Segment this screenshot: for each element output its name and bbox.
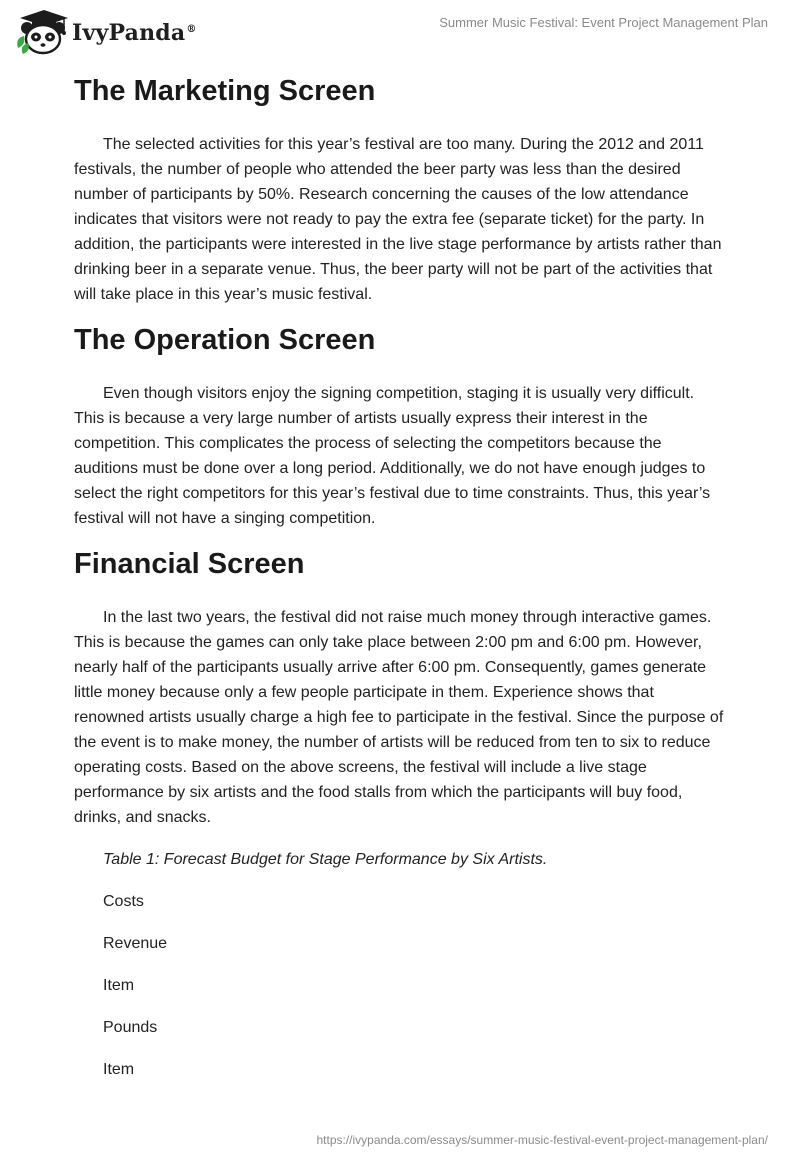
brand-name: IvyPanda® [72,20,197,46]
budget-table [74,889,726,1082]
table-caption: Table 1: Forecast Budget for Stage Performance by Six Artists. [103,851,548,868]
panda-graduate-icon [14,8,68,56]
table-cell-pounds: Pounds [103,1019,158,1036]
document-title: Summer Music Festival: Event Project Management Plan [439,15,768,30]
heading-operation-screen: The Operation Screen [74,324,376,356]
heading-financial-screen: Financial Screen [74,548,305,580]
registered-mark: ® [186,23,197,35]
paragraph-operation-screen: Even though visitors enjoy the signing competition, staging it is usually very difficult. This is because a very large number of artists usually express their interest in the competition. This complicates the process of selecting the competitors because the auditions must be done over a long period. Additionally, we do not have enough judges to select the right competitors for this year’s festival due to time constraints. Thus, this year’s festival will not have a singing competition. [74,385,711,527]
table-cell-revenue: Revenue [103,935,168,952]
essay-content [74,72,726,1082]
ivypanda-logo[interactable] [14,8,197,56]
table-cell-item: Item [103,977,135,994]
page-header [0,0,800,60]
table-cell-costs: Costs [103,893,144,910]
heading-marketing-screen: The Marketing Screen [74,75,376,107]
paragraph-financial-screen: In the last two years, the festival did not raise much money through interactive games. This is because the games can only take place between 2:00 pm and 6:00 pm. However, nearly half of the participants usually arrive after 6:00 pm. Consequently, games generate little money because only a few people participate in them. Experience shows that renowned artists usually charge a high fee to participate in the festival. Since the purpose of the event is to make money, the number of artists will be reduced from ten to six to reduce operating costs. Based on the above screens, the festival will include a live stage performance by six artists and the food stalls from which the participants will buy food, drinks, and snacks. [74,609,724,826]
table-cell-item-2: Item [103,1061,135,1078]
source-url-link[interactable]: https://ivypanda.com/essays/summer-music-festival-event-project-management-plan/ [316,1133,768,1147]
paragraph-marketing-screen: The selected activities for this year’s festival are too many. During the 2012 and 2011 festivals, the number of people who attended the beer party was less than the desired number of participants by 50%. Research concerning the causes of the low attendance indicates that visitors were not ready to pay the extra fee (separate ticket) for the party. In addition, the participants were interested in the live stage performance by artists rather than drinking beer in a separate venue. Thus, the beer party will not be part of the activities that will take place in this year’s music festival. [74,136,722,303]
